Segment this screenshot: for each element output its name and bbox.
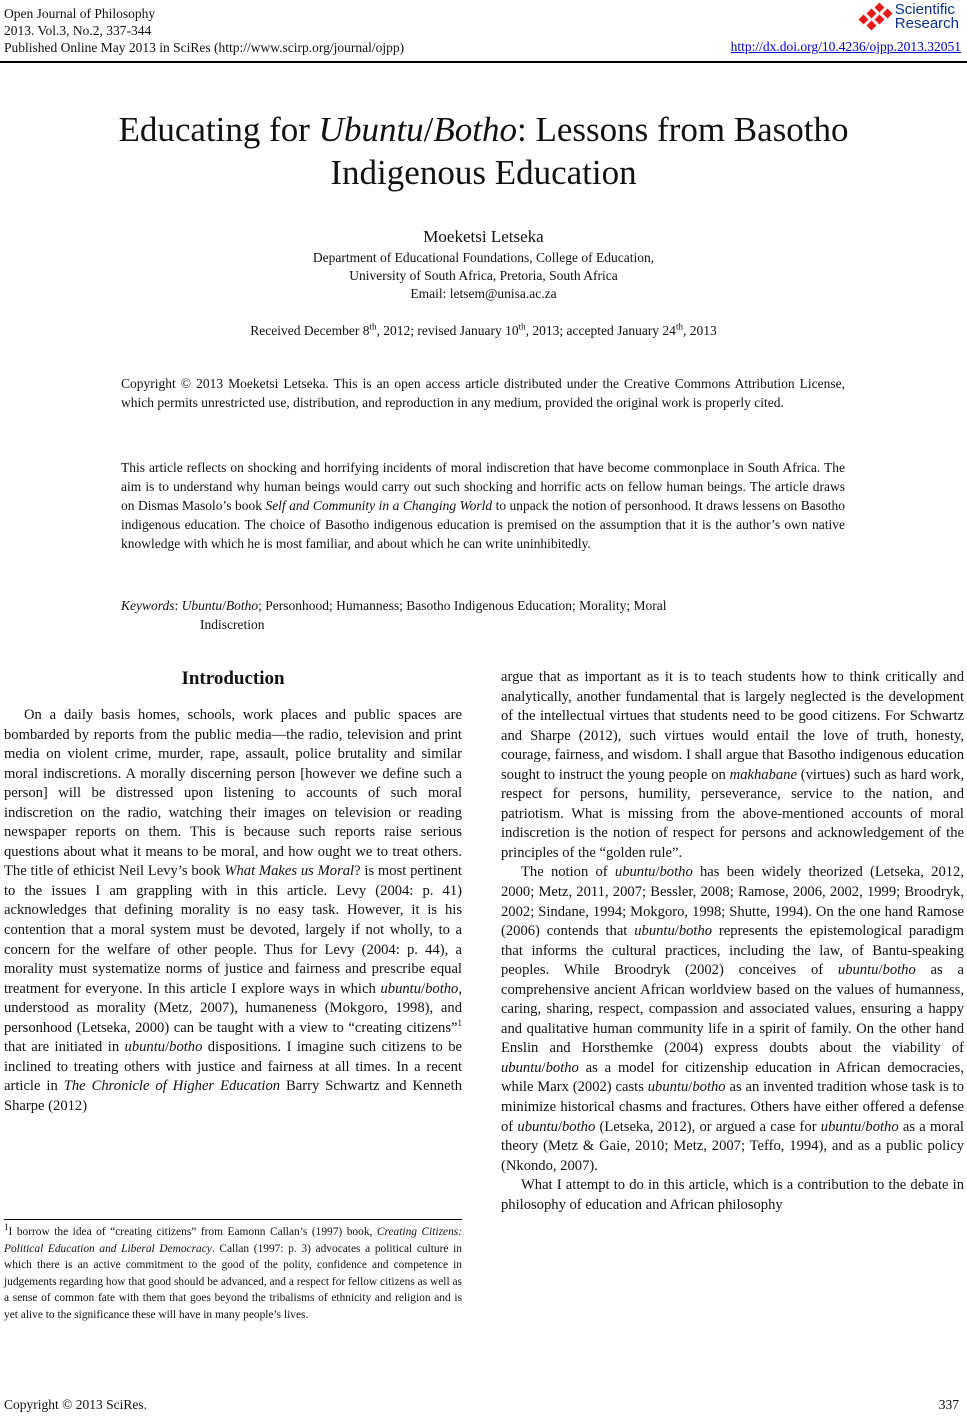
footnote-rule bbox=[4, 1219, 462, 1220]
footer-copyright: Copyright © 2013 SciRes. bbox=[4, 1397, 148, 1412]
paragraph: On a daily basis homes, schools, work places and public spaces are bombarded by reports from the public media—the radio, television and print media on violent crime, murder, rape, assault, police brutality and similar moral indiscretions. A morally discerning person [however we define such a person] will be distressed upon listening to accounts of such moral indiscretion on the radio, watching their images on television or reading newspaper reports on them. This is because such reports raise serious questions about what it means to be moral, and how ought we to treat others. The title of ethicist Neil Levy’s book What Makes us Moral? is most pertinent to the issues I am grappling with in this article. Levy (2004: p. 41) acknowledges that defining morality is no easy task. However, it is his contention that a moral system must be devoted, largely if not wholly, to a concern for the welfare of other people. Thus for Levy (2004: p. 44), a morality must systematize norms of justice and fairness and prescribe equal treatment for everyone. In this article I explore ways in which ubuntu/botho, understood as morality (Metz, 2007), humaneness (Mokgoro, 1998), and personhood (Letseka, 2000) can be taught with a view to “creating citizens”$^1$ that are initiated in ubuntu/botho dispositions. I imagine such citizens to be inclined to treating others with justice and fairness at all times. In a recent article in The Chronicle of Higher Education Barry Schwartz and Kenneth Sharpe (2012) bbox=[4, 707, 462, 1114]
scirp-logo-text: Scientific Research bbox=[894, 1, 959, 32]
page-number: 337 bbox=[938, 1397, 959, 1412]
footnote-mark[interactable]: 1 bbox=[457, 1017, 462, 1028]
footnote: $^1$I borrow the idea of “creating citizens” from Eamonn Callan’s (1997) book, Creating Citizens: Political Education and Liberal Democracy. Callan (1997: p. 3) advocates a political culture in which there is an active commitment to the good of the polity, confidence and competence in judgements regarding how that good should be advanced, and a respect for fellow citizens as well as a sense of common fate with them that goes beyond the tribalisms of ethnicity and religion and is yet alive to the significance these will have in many people’s lives. bbox=[4, 1222, 462, 1321]
author-affiliation: Department of Educational Foundations, College of Education, University of South Africa, Pretoria, South Africa Email: letsem@unisa.ac.za bbox=[0, 249, 967, 303]
journal-name: Open Journal of Philosophy bbox=[4, 6, 156, 21]
author-name: Moeketsi Letseka bbox=[423, 227, 544, 246]
abstract: This article reflects on shocking and horrifying incidents of moral indiscretion that have become commonplace in South Africa. The aim is to understand why human beings would carry out such shocking and horrific acts on fellow human beings. The article draws on Dismas Masolo’s book Self and Community in a Changing World to unpack the notion of personhood. It draws lessens on Basotho indigenous education. The choice of Basotho indigenous education is premised on the assumption that it is the author’s own native knowledge with which he is most familiar, and about which he can write uninhibitedly. bbox=[121, 460, 845, 551]
scirp-logo-icon bbox=[858, 2, 892, 32]
journal-header bbox=[4, 5, 404, 56]
header-rule bbox=[0, 61, 967, 63]
article-title: Educating for Ubuntu/Botho: Lessons from Basotho Indigenous Education bbox=[118, 110, 849, 192]
paragraph: argue that as important as it is to teach students how to think critically and analytically, another fundamental that is largely neglected is the development of the intellectual virtues that students need to be good citizens. For Schwartz and Sharpe (2012), such virtues would entail the love of truth, honesty, courage, fairness, and wisdom. I shall argue that Basotho indigenous education sought to instruct the young people on makhabane (virtues) such as hard work, respect for persons, humility, perseverance, service to the nation, and patriotism. What is missing from the above-mentioned accounts of moral indiscretion is the notion of respect for persons and acknowledgement of the principles of the “golden rule”. bbox=[501, 669, 964, 861]
section-heading-introduction: Introduction bbox=[181, 668, 285, 689]
right-column-text bbox=[501, 668, 964, 1215]
doi-link[interactable]: http://dx.doi.org/10.4236/ojpp.2013.32051 bbox=[730, 39, 961, 54]
paragraph: What I attempt to do in this article, which is a contribution to the debate in philosophy of education and African philosophy bbox=[501, 1177, 964, 1213]
keywords: Keywords: Ubuntu/Botho; Personhood; Humanness; Basotho Indigenous Education; Morality; Moral Indiscretion bbox=[121, 598, 667, 632]
left-column-text bbox=[4, 706, 462, 1116]
copyright-notice: Copyright © 2013 Moeketsi Letseka. This is an open access article distributed under the Creative Commons Attribution License, which permits unrestricted use, distribution, and reproduction in any medium, provided the original work is properly cited. bbox=[121, 376, 845, 410]
published-online: Published Online May 2013 in SciRes (http://www.scirp.org/journal/ojpp) bbox=[4, 40, 405, 55]
journal-volume: 2013. Vol.3, No.2, 337-344 bbox=[4, 23, 152, 38]
author-email: Email: letsem@unisa.ac.za bbox=[410, 286, 557, 301]
paragraph: The notion of ubuntu/botho has been widely theorized (Letseka, 2012, 2000; Metz, 2011, 2007; Bessler, 2008; Ramose, 2006, 2002, 1999; Broodryk, 2002; Sindane, 1994; Mokgoro, 1998; Shutte, 1994). On the one hand Ramose (2006) contends that ubuntu/botho represents the epistemological paradigm that informs the cultural practices, including the law, of Bantu-speaking peoples. While Broodryk (2002) conceives of ubuntu/botho as a comprehensive ancient African worldview based on the values of humanness, caring, sharing, respect, compassion and associated values, ensuring a happy and qualitative human community life in a spirit of family. On the other hand Enslin and Horsthemke (2004) express doubts about the viability of ubuntu/botho as a model for citizenship education in African democracies, while Marx (2002) casts ubuntu/botho as an invented tradition whose task is to minimize historical chasms and fractures. Others have either offered a defense of ubuntu/botho (Letseka, 2012), or argued a case for ubuntu/botho as a moral theory (Metz & Gaie, 2010; Metz, 2007; Teffo, 1994), and as a public policy (Nkondo, 2007). bbox=[501, 864, 964, 1174]
scirp-logo bbox=[858, 2, 959, 32]
received-dates: Received December 8th, 2012; revised January 10th, 2013; accepted January 24th, 2013 bbox=[250, 321, 717, 338]
